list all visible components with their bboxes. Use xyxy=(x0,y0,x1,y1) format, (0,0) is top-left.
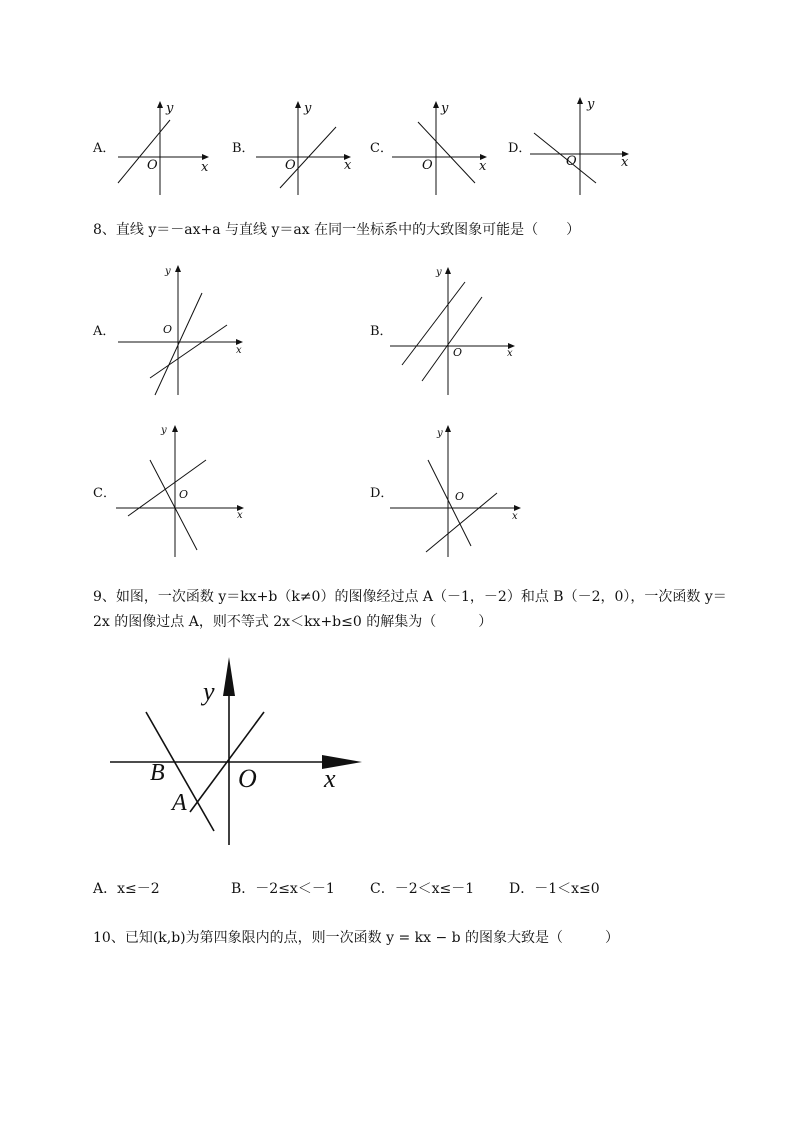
q8-option-c: C． xyxy=(93,486,116,501)
axis-x-8b: x xyxy=(507,348,513,359)
origin-7b: O xyxy=(285,158,296,173)
axis-y-8c: y xyxy=(161,425,167,436)
q9-point-b: B xyxy=(150,760,165,786)
q8-option-a: A． xyxy=(93,324,116,339)
axis-x-7d: x xyxy=(621,155,629,170)
q9-answer-c: C．－2＜x≤－1 xyxy=(370,881,475,897)
axis-y-8b: y xyxy=(436,267,442,278)
origin-8d: O xyxy=(455,490,465,503)
question-9-line2: 2x 的图像过点 A，则不等式 2x＜kx+b≤0 的解集为（ ） xyxy=(93,614,493,630)
origin-7c: O xyxy=(422,158,433,173)
origin-7d: O xyxy=(566,154,577,169)
axis-x-8d: x xyxy=(512,511,518,522)
axis-y-8a: y xyxy=(165,266,171,277)
origin-8a: O xyxy=(163,323,173,336)
origin-8c: O xyxy=(179,488,189,501)
q9-axis-y: y xyxy=(203,677,215,706)
axis-y-7c: y xyxy=(441,101,449,116)
q9-answer-a: A．x≤－2 xyxy=(93,881,160,897)
axis-y-7b: y xyxy=(304,101,312,116)
axis-x-7c: x xyxy=(479,159,487,174)
question-10-text: 10、已知(k,b)为第四象限内的点，则一次函数 y = kx − b 的图象大致是（ ） xyxy=(93,930,620,946)
q9-point-a: A xyxy=(172,790,187,816)
question-9-line1: 9、如图，一次函数 y＝kx+b（k≠0）的图像经过点 A（－1，－2）和点 B（－2，0），一次函数 y＝ xyxy=(93,589,727,605)
axis-x-7b: x xyxy=(344,158,352,173)
axis-y-7a: y xyxy=(166,101,174,116)
origin-7a: O xyxy=(147,158,158,173)
option-label-b: B． xyxy=(232,141,255,156)
q9-origin: O xyxy=(238,764,257,793)
question-8-text: 8、直线 y＝－ax+a 与直线 y＝ax 在同一坐标系中的大致图象可能是（ ） xyxy=(93,222,581,238)
axis-x-7a: x xyxy=(201,160,209,175)
axis-x-8c: x xyxy=(237,510,243,521)
q8-option-b: B． xyxy=(370,324,393,339)
option-label-c: C． xyxy=(370,141,393,156)
option-label-d: D． xyxy=(508,141,532,156)
option-label-a: A． xyxy=(93,141,116,156)
origin-8b: O xyxy=(453,346,463,359)
q9-axis-x: x xyxy=(324,764,336,793)
axis-y-8d: y xyxy=(437,428,443,439)
axis-y-7d: y xyxy=(587,97,595,112)
q9-answer-b: B．－2≤x＜－1 xyxy=(231,881,335,897)
axis-x-8a: x xyxy=(236,345,242,356)
q8-option-d: D． xyxy=(370,486,394,501)
q9-answer-d: D．－1＜x≤0 xyxy=(509,881,600,897)
